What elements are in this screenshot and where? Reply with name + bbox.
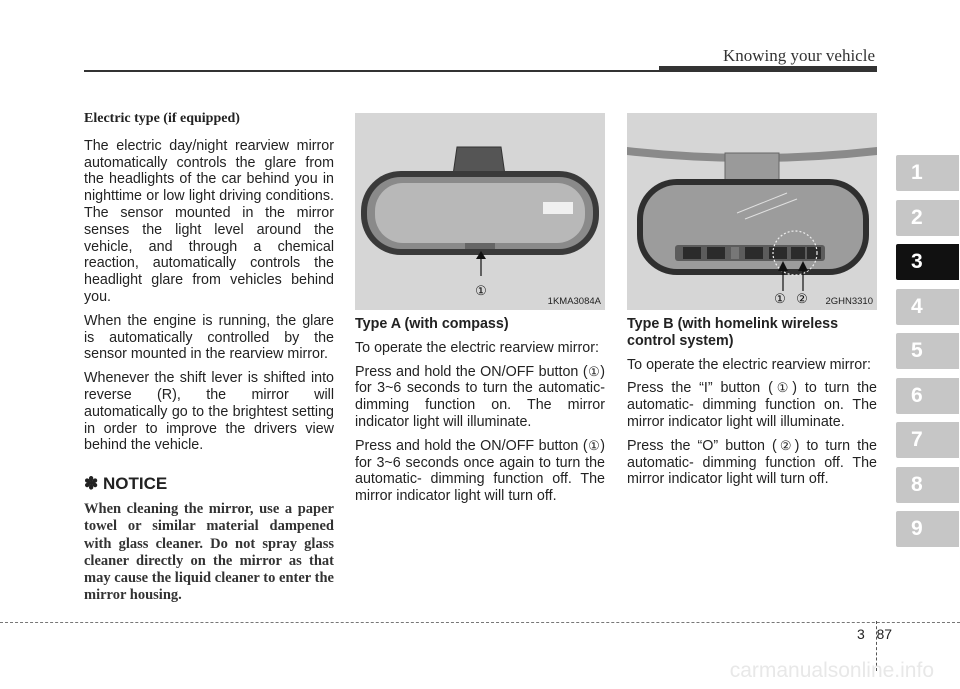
- watermark: carmanualsonline.info: [729, 659, 934, 682]
- callout-mark: ①: [772, 380, 793, 396]
- paragraph: The electric day/night rearview mirror automatically controls the glare from the headlights of the car behind you in nighttime or low light driving conditions. The sensor mounted in the mirror senses the light level around the vehicle, and through a chemical reaction, automatically controls the headlight glare from vehicles behind you.: [84, 137, 334, 305]
- type-b-column: [627, 316, 877, 495]
- paragraph: Press and hold the ON/OFF button (①) for 3~6 seconds to turn the automatic- dimming function on. The mirror indicator light will illuminate.: [355, 363, 605, 430]
- callout-mark: ②: [776, 437, 795, 453]
- figure-callout-1: ①: [774, 291, 786, 306]
- chapter-tab-3[interactable]: 3: [896, 244, 959, 280]
- notice-heading: ✽ NOTICE: [84, 474, 168, 494]
- type-a-column: [355, 316, 605, 512]
- header-rule-accent: [659, 66, 877, 72]
- chapter-tab-2[interactable]: 2: [896, 200, 959, 236]
- header-rule: [84, 70, 659, 72]
- homelink-mirror-illustration: [627, 113, 877, 310]
- chapter-tab-8[interactable]: 8: [896, 467, 959, 503]
- left-column: [84, 111, 334, 612]
- paragraph: To operate the electric rearview mirror:: [355, 339, 599, 356]
- callout-mark: ①: [587, 363, 601, 379]
- chapter-tabs: [896, 155, 959, 556]
- footer-rule: [0, 622, 960, 623]
- chapter-tab-4[interactable]: 4: [896, 289, 959, 325]
- paragraph: Press the “I” button (①) to turn the automatic- dimming function on. The mirror indicator light will illuminate.: [627, 380, 877, 430]
- chapter-tab-6[interactable]: 6: [896, 378, 959, 414]
- figure-callout-1: ①: [475, 283, 487, 298]
- callout-mark: ①: [587, 437, 601, 453]
- paragraph: When the engine is running, the glare is automatically controlled by the sensor mounted in the rearview mirror.: [84, 312, 334, 363]
- chapter-number: 3: [857, 626, 865, 642]
- page-number-value: 87: [876, 626, 893, 642]
- chapter-tab-5[interactable]: 5: [896, 333, 959, 369]
- notice-body: When cleaning the mirror, use a paper towel or similar material dampened with glass cleaner. Do not spray glass cleaner directly on the mirror as that may cause the liquid cleaner to enter the mirror housing.: [84, 500, 334, 604]
- figure-code: 1KMA3084A: [547, 296, 601, 307]
- rearview-mirror-illustration: [355, 113, 605, 310]
- figure-code: 2GHN3310: [825, 296, 873, 307]
- paragraph: Press the “O” button (②) to turn the automatic- dimming function off. The mirror indicator light will turn off.: [627, 437, 877, 488]
- type-b-heading: Type B (with homelink wireless control system): [627, 316, 839, 349]
- section-heading: Electric type (if equipped): [84, 111, 240, 126]
- type-a-heading: Type A (with compass): [355, 316, 509, 332]
- chapter-tab-7[interactable]: 7: [896, 422, 959, 458]
- figure-callout-2: ②: [796, 291, 808, 306]
- figure-type-a-mirror: [355, 113, 605, 310]
- paragraph: To operate the electric rearview mirror:: [627, 356, 871, 373]
- chapter-tab-9[interactable]: 9: [896, 511, 959, 547]
- page-number: [857, 626, 892, 642]
- paragraph: Press and hold the ON/OFF button (①) for 3~6 seconds once again to turn the automatic- dimming function off. The mirror indicator light will turn off.: [355, 437, 605, 505]
- chapter-tab-1[interactable]: 1: [896, 155, 959, 191]
- figure-type-b-mirror: [627, 113, 877, 310]
- paragraph: Whenever the shift lever is shifted into reverse (R), the mirror will automatically go to the brightest setting in order to improve the drivers view behind the vehicle.: [84, 370, 334, 454]
- page-header-title: Knowing your vehicle: [722, 46, 875, 65]
